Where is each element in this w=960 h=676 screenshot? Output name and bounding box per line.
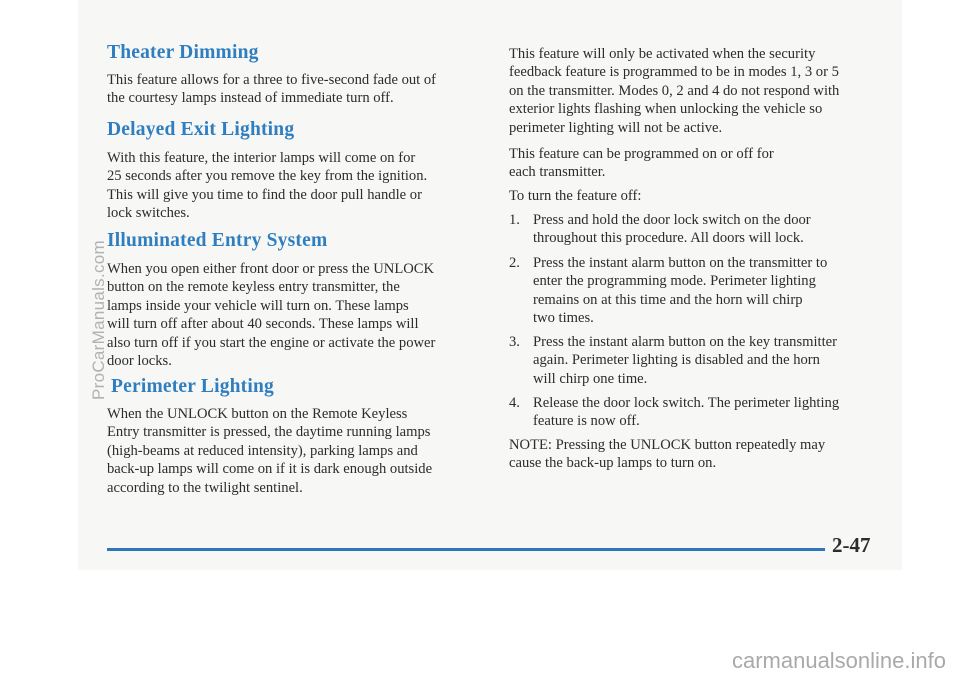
theater-dimming-heading: Theater Dimming [107,42,259,63]
step-number: 3. [509,334,520,350]
note-text: NOTE: Pressing the UNLOCK button repeatedly may cause the back-up lamps to turn on. [509,437,826,472]
step-number: 2. [509,255,520,271]
turn-off-intro: To turn the feature off: [509,188,642,204]
page-number: 2-47 [832,533,871,557]
side-watermark-text: ProCarManuals.com [89,239,108,401]
illuminated-entry-text: When you open either front door or press the UNLOCK button on the remote keyless entry transmitter, the lamps inside your vehicle will turn on. These lamps will turn off after about 40 seconds. These lamps will also turn off if you start the engine or activate the power door locks. [107,261,436,370]
step-text: Press the instant alarm button on the key transmitter again. Perimeter lighting is disabled and the horn will chirp one time. [533,334,837,387]
step-number: 1. [509,212,520,228]
perimeter-lighting-heading: Perimeter Lighting [111,376,274,397]
perimeter-lighting-text: When the UNLOCK button on the Remote Keyless Entry transmitter is pressed, the daytime running lamps (high-beams at reduced intensity), parking lamps and back-up lamps will come on if it is dark enough outside according to the twilight sentinel. [107,406,433,496]
side-watermark [84,180,114,460]
step-text: Release the door lock switch. The perimeter lighting feature is now off. [533,395,840,430]
theater-dimming-text: This feature allows for a three to five-second fade out of the courtesy lamps instead of immediate turn off. [107,72,437,107]
perimeter-intro-text: This feature will only be activated when the security feedback feature is programmed to be in modes 1, 3 or 5 on the transmitter. Modes 0, 2 and 4 do not respond with exterior lights flashing when unlocking the vehicle so perimeter lighting will not be active. [509,46,840,136]
delayed-exit-heading: Delayed Exit Lighting [107,119,295,140]
step-text: Press and hold the door lock switch on the door throughout this procedure. All doors will lock. [533,212,811,247]
delayed-exit-text: With this feature, the interior lamps will come on for 25 seconds after you remove the key from the ignition. This will give you time to find the door pull handle or lock switches. [107,150,428,222]
bottom-watermark: carmanualsonline.info [731,648,946,673]
program-note-text: This feature can be programmed on or off for each transmitter. [509,146,774,181]
step-text: Press the instant alarm button on the transmitter to enter the programming mode. Perimeter lighting remains on at this time and the horn will chirp two times. [533,255,828,327]
step-number: 4. [509,395,520,411]
footer-rule [107,548,825,551]
illuminated-entry-heading: Illuminated Entry System [107,230,328,251]
